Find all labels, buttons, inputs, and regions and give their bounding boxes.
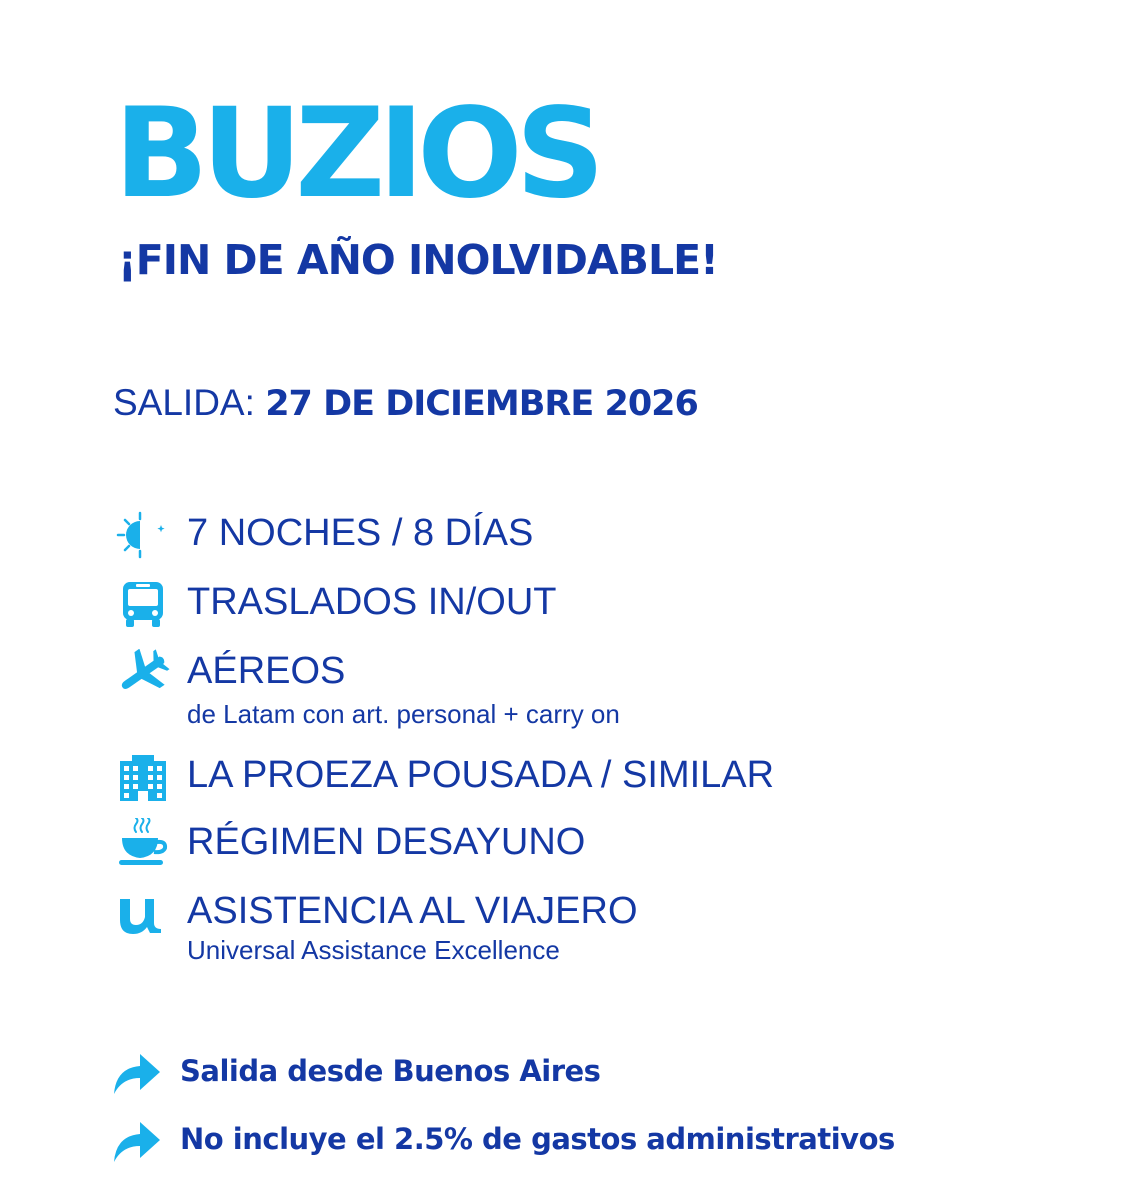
departure-date: 27 DE DICIEMBRE 2026 <box>265 384 698 424</box>
departure-label: SALIDA: <box>113 382 266 423</box>
feature-label: RÉGIMEN DESAYUNO <box>187 821 586 863</box>
feature-detail: de Latam con art. personal + carry on <box>187 699 620 729</box>
destination-title: BUZIOS <box>114 82 598 226</box>
universal-assistance-logo-icon <box>116 889 170 937</box>
hotel-building-icon <box>116 753 170 801</box>
feature-detail: Universal Assistance Excellence <box>187 935 560 965</box>
coffee-cup-icon <box>116 820 170 868</box>
curved-arrow-icon <box>112 1050 162 1096</box>
feature-label: LA PROEZA POUSADA / SIMILAR <box>187 754 775 796</box>
airplane-icon <box>116 649 170 697</box>
feature-label: 7 NOCHES / 8 DÍAS <box>187 512 534 554</box>
promo-subtitle: ¡FIN DE AÑO INOLVIDABLE! <box>118 236 718 284</box>
sun-moon-icon <box>116 511 170 559</box>
feature-label: ASISTENCIA AL VIAJERO <box>187 890 638 932</box>
departure-line <box>113 384 698 422</box>
feature-label: AÉREOS <box>187 650 346 692</box>
note-text: Salida desde Buenos Aires <box>180 1054 601 1088</box>
curved-arrow-icon <box>112 1118 162 1164</box>
bus-icon <box>116 580 170 628</box>
note-text: No incluye el 2.5% de gastos administrativos <box>180 1122 895 1156</box>
feature-label: TRASLADOS IN/OUT <box>187 581 557 623</box>
